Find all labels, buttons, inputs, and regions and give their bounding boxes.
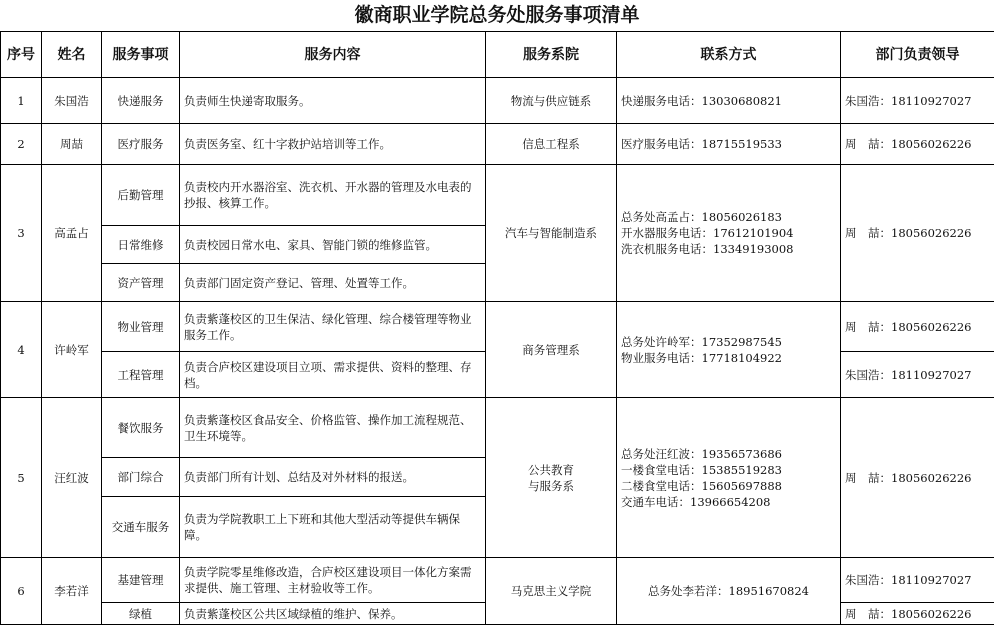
row-leader: 周 喆：18056026226 bbox=[841, 603, 994, 625]
row-contact bbox=[617, 165, 841, 302]
row-content: 负责学院零星维修改造，合庐校区建设项目一体化方案需求提供、施工管理、主材验收等工作。 bbox=[180, 558, 486, 603]
row-no: 1 bbox=[1, 78, 42, 124]
page-title: 徽商职业学院总务处服务事项清单 bbox=[354, 4, 640, 26]
row-item: 快递服务 bbox=[102, 78, 180, 124]
dept-line: 公共教育 bbox=[528, 462, 574, 477]
row-name: 朱国浩 bbox=[42, 78, 102, 124]
dept-line: 与服务系 bbox=[528, 478, 574, 493]
row-item: 餐饮服务 bbox=[102, 398, 180, 458]
row-name: 李若洋 bbox=[42, 558, 102, 625]
row-item: 物业管理 bbox=[102, 302, 180, 352]
row-leader: 周 喆：18056026226 bbox=[841, 398, 994, 558]
header-leader: 部门负责领导 bbox=[841, 32, 994, 78]
header-content: 服务内容 bbox=[180, 32, 486, 78]
row-content: 负责师生快递寄取服务。 bbox=[180, 78, 486, 124]
row-dept: 汽车与智能制造系 bbox=[486, 165, 617, 302]
table-row bbox=[1, 558, 994, 603]
row-content: 负责部门固定资产登记、管理、处置等工作。 bbox=[180, 264, 486, 302]
row-item: 后勤管理 bbox=[102, 165, 180, 226]
row-leader: 朱国浩：18110927027 bbox=[841, 352, 994, 398]
row-leader: 周 喆：18056026226 bbox=[841, 302, 994, 352]
row-item: 日常维修 bbox=[102, 226, 180, 264]
row-name: 周喆 bbox=[42, 124, 102, 165]
row-no: 6 bbox=[1, 558, 42, 625]
row-dept: 马克思主义学院 bbox=[486, 558, 617, 625]
row-contact: 医疗服务电话：18715519533 bbox=[617, 124, 841, 165]
row-item: 部门综合 bbox=[102, 458, 180, 497]
contact-line: 一楼食堂电话：15385519283 bbox=[621, 462, 782, 477]
row-leader: 周 喆：18056026226 bbox=[841, 165, 994, 302]
row-leader: 周 喆：18056026226 bbox=[841, 124, 994, 165]
row-no: 4 bbox=[1, 302, 42, 398]
contact-line: 物业服务电话：17718104922 bbox=[621, 350, 782, 365]
table-row bbox=[1, 398, 994, 458]
header-item: 服务事项 bbox=[102, 32, 180, 78]
row-dept: 信息工程系 bbox=[486, 124, 617, 165]
row-contact bbox=[617, 398, 841, 558]
header-dept: 服务系院 bbox=[486, 32, 617, 78]
row-item: 医疗服务 bbox=[102, 124, 180, 165]
row-no: 5 bbox=[1, 398, 42, 558]
header-name: 姓名 bbox=[42, 32, 102, 78]
table-row bbox=[1, 124, 994, 165]
row-name: 许岭军 bbox=[42, 302, 102, 398]
row-contact: 快递服务电话：13030680821 bbox=[617, 78, 841, 124]
service-table bbox=[0, 31, 994, 625]
row-item: 交通车服务 bbox=[102, 497, 180, 558]
row-dept: 商务管理系 bbox=[486, 302, 617, 398]
row-leader: 朱国浩：18110927027 bbox=[841, 78, 994, 124]
row-content: 负责为学院教职工上下班和其他大型活动等提供车辆保障。 bbox=[180, 497, 486, 558]
contact-line: 开水器服务电话：17612101904 bbox=[621, 226, 794, 240]
row-contact: 总务处李若洋：18951670824 bbox=[617, 558, 841, 625]
row-dept: 物流与供应链系 bbox=[486, 78, 617, 124]
row-content: 负责紫蓬校区食品安全、价格监管、操作加工流程规范、卫生环境等。 bbox=[180, 398, 486, 458]
table-row bbox=[1, 165, 994, 226]
row-item: 工程管理 bbox=[102, 352, 180, 398]
contact-line: 洗衣机服务电话：13349193008 bbox=[621, 242, 794, 256]
contact-line: 总务处许岭军：17352987545 bbox=[621, 334, 782, 349]
row-no: 2 bbox=[1, 124, 42, 165]
row-contact bbox=[617, 302, 841, 398]
row-content: 负责医务室、红十字救护站培训等工作。 bbox=[180, 124, 486, 165]
row-no: 3 bbox=[1, 165, 42, 302]
row-leader: 朱国浩：18110927027 bbox=[841, 558, 994, 603]
row-content: 负责紫蓬校区公共区域绿植的维护、保养。 bbox=[180, 603, 486, 625]
row-content: 负责校园日常水电、家具、智能门锁的维修监管。 bbox=[180, 226, 486, 264]
header-contact: 联系方式 bbox=[617, 32, 841, 78]
table-row bbox=[1, 302, 994, 352]
row-dept bbox=[486, 398, 617, 558]
contact-line: 总务处汪红波：19356573686 bbox=[621, 446, 782, 461]
row-name: 汪红波 bbox=[42, 398, 102, 558]
row-item: 基建管理 bbox=[102, 558, 180, 603]
row-content: 负责校内开水器浴室、洗衣机、开水器的管理及水电表的抄报、核算工作。 bbox=[180, 165, 486, 226]
row-item: 绿植 bbox=[102, 603, 180, 625]
contact-line: 二楼食堂电话：15605697888 bbox=[621, 478, 782, 493]
header-row bbox=[1, 32, 994, 78]
row-name: 高孟占 bbox=[42, 165, 102, 302]
contact-line: 总务处高孟占：18056026183 bbox=[621, 210, 782, 224]
header-no: 序号 bbox=[1, 32, 42, 78]
table-row bbox=[1, 78, 994, 124]
contact-line: 交通车电话：13966654208 bbox=[621, 494, 771, 509]
row-item: 资产管理 bbox=[102, 264, 180, 302]
row-content: 负责合庐校区建设项目立项、需求提供、资料的整理、存档。 bbox=[180, 352, 486, 398]
row-content: 负责部门所有计划、总结及对外材料的报送。 bbox=[180, 458, 486, 497]
row-content: 负责紫蓬校区的卫生保洁、绿化管理、综合楼管理等物业服务工作。 bbox=[180, 302, 486, 352]
